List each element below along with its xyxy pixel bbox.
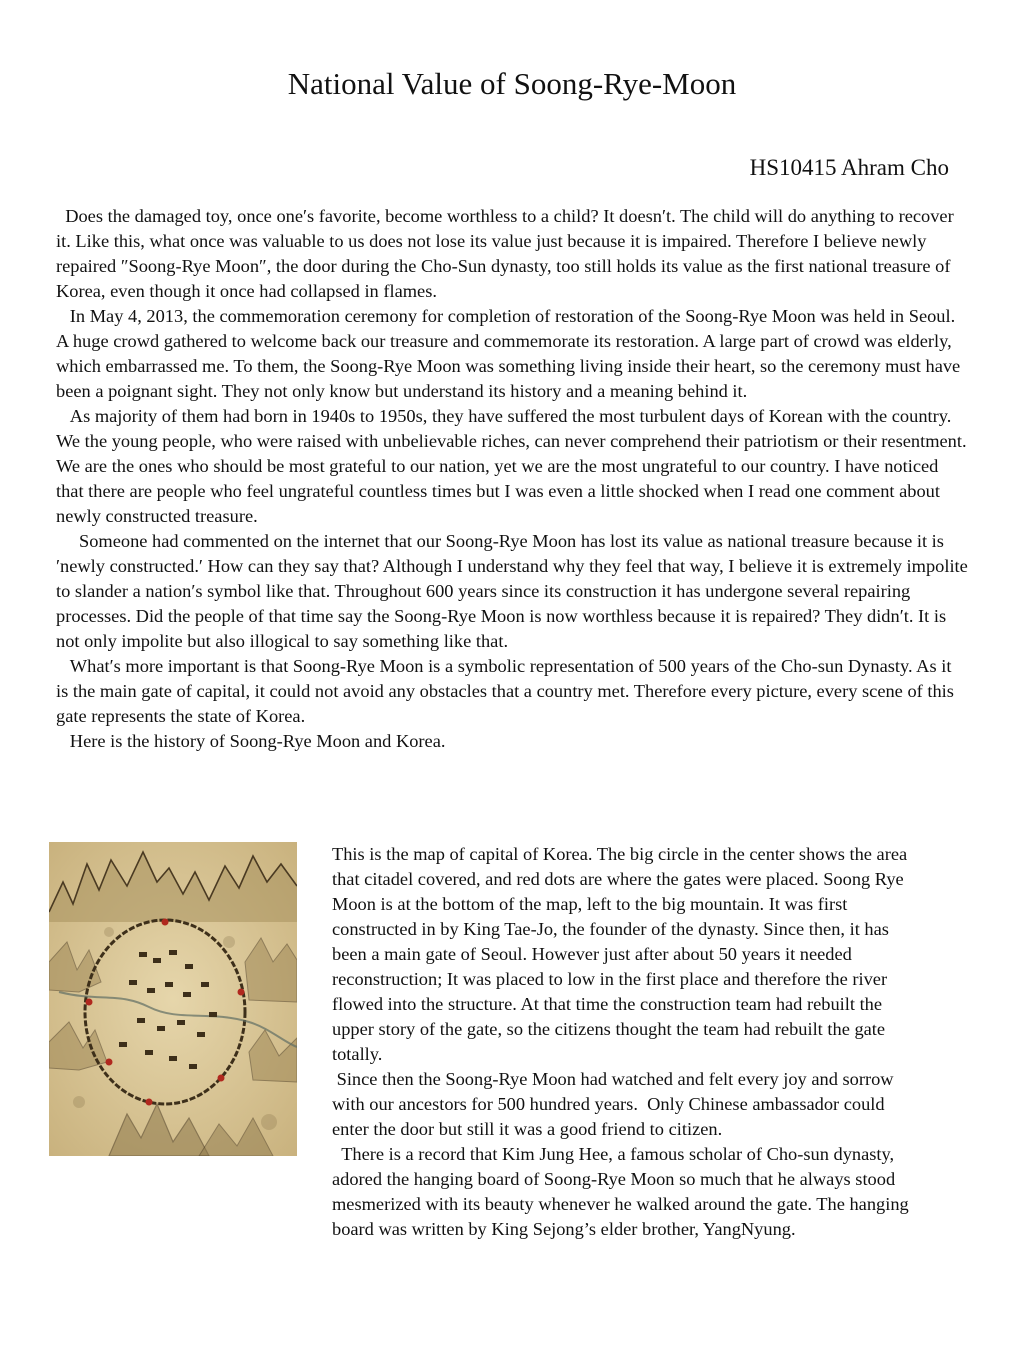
page-title: National Value of Soong-Rye-Moon: [287, 66, 737, 101]
map-caption-paragraph-3: There is a record that Kim Jung Hee, a famous scholar of Cho-sun dynasty, adored the hanging board of Soong-Rye Moon so much that he always stood mesmerized with its beauty whenever he walked around the gate. The hanging board was written by King Sejong’s elder brother, YangNyung.: [332, 1144, 909, 1239]
map-caption-paragraph-2: Since then the Soong-Rye Moon had watched and felt every joy and sorrow with our ancestors for 500 hundred years. Only Chinese ambassador could enter the door but still it was a good friend to citizen.: [332, 1069, 894, 1139]
essay-paragraph-3: As majority of them had born in 1940s to 1950s, they have suffered the most turbulent days of Korean with the country. We the young people, who were raised with unbelievable riches, can never comprehend their patriotism or their resentment. We are the ones who should be most grateful to our nation, yet we are the most ungrateful to our country. I have noticed that there are people who feel ungrateful countless times but I was even a little shocked when I read one comment about newly constructed treasure.: [56, 406, 967, 526]
seoul-map-image: [49, 842, 297, 1156]
author-line: HS10415 Ahram Cho: [749, 155, 949, 180]
essay-paragraph-6: Here is the history of Soong-Rye Moon and Korea.: [56, 731, 446, 751]
essay-paragraph-1: Does the damaged toy, once one′s favorite, become worthless to a child? It doesn′t. The child will do anything to recover it. Like this, what once was valuable to us does not lose its value just because it is impaired. Therefore I believe newly repaired ″Soong-Rye Moon″, the door during the Cho-Sun dynasty, too still holds its value as the first national treasure of Korea, even though it once had collapsed in flames.: [56, 206, 954, 301]
essay-paragraph-5: What′s more important is that Soong-Rye Moon is a symbolic representation of 500 years of the Cho-sun Dynasty. As it is the main gate of capital, it could not avoid any obstacles that a country met. Therefore every picture, every scene of this gate represents the state of Korea.: [56, 656, 954, 726]
seoul-map-illustration: [49, 842, 297, 1156]
map-caption-paragraph-1: This is the map of capital of Korea. The big circle in the center shows the area that citadel covered, and red dots are where the gates were placed. Soong Rye Moon is at the bottom of the map, left to the big mountain. It was first constructed in by King Tae-Jo, the founder of the dynasty. Since then, it has been a main gate of Seoul. However just after about 50 years it needed reconstruction; It was placed to low in the first place and therefore the river flowed into the structure. At that time the construction team had rebuilt the upper story of the gate, so the citizens thought the team had rebuilt the gate totally.: [332, 844, 908, 1064]
essay-paragraph-2: In May 4, 2013, the commemoration ceremony for completion of restoration of the Soong-Rye Moon was held in Seoul. A huge crowd gathered to welcome back our treasure and commemorate its restoration. A large part of crowd was elderly, which embarrassed me. To them, the Soong-Rye Moon was something living inside their heart, so the ceremony must have been a poignant sight. They not only know but understand its history and a meaning behind it.: [56, 306, 961, 401]
map-caption: [332, 842, 922, 1242]
essay-body: [56, 204, 968, 754]
essay-paragraph-4: Someone had commented on the internet that our Soong-Rye Moon has lost its value as national treasure because it is ′newly constructed.′ How can they say that? Although I understand why they feel that way, I believe it is extremely impolite to slander a nation′s symbol like that. Throughout 600 years since its construction it has undergone several repairing processes. Did the people of that time say the Soong-Rye Moon is now worthless because it is repaired? They didn′t. It is not only impolite but also illogical to say something like that.: [56, 531, 968, 651]
